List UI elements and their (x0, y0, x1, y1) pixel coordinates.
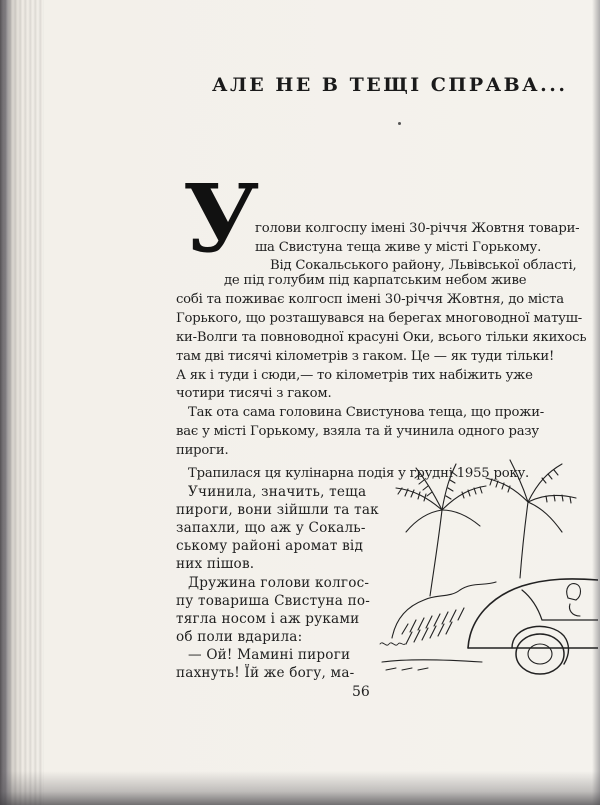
text-line: чотири тисячі з гаком. (176, 386, 332, 401)
text-line: Дружина голови колгос- (188, 575, 370, 591)
text-line: пахнуть! Їй же богу, ма- (176, 665, 355, 681)
palm-trunk-right (520, 502, 528, 578)
text-line: Учинила, значить, теща (188, 484, 367, 500)
text-line: Так ота сама головина Свистунова теща, що прожи- (188, 405, 545, 420)
text-line: А як і туди і сюди,— то кілометрів тих набіжить уже (176, 368, 533, 383)
palm-trunk-left (430, 510, 442, 596)
text-line: пироги. (176, 443, 229, 458)
artist-signature (380, 643, 405, 645)
text-line: — Ой! Мамині пироги (188, 647, 351, 663)
text-line: Трапилася ця кулінарна подія у грудні 1955 року. (188, 466, 530, 481)
car-wheel (516, 634, 564, 674)
text-line: запахли, що аж у Сокаль- (176, 520, 366, 536)
car-roof (468, 579, 598, 648)
text-line: об поли вдарила: (176, 629, 303, 645)
text-line: Горького, що розташувався на берегах многоводної матуш- (176, 311, 583, 326)
scan-bottom-shadow (0, 771, 600, 805)
text-line: там дві тисячі кілометрів з гаком. Це — як туди тільки! (176, 349, 555, 364)
text-line: собі та поживає колгосп імені 30-річчя Жовтня, до міста (176, 292, 564, 307)
ink-speck (398, 122, 401, 125)
scan-edge-shadow (592, 0, 600, 805)
text-line: голови колгоспу імені 30-річчя Жовтня товари- (255, 221, 580, 236)
text-line: ському районі аромат від (176, 538, 364, 554)
text-line: тягла носом і аж руками (176, 611, 360, 627)
text-line: ша Свистуна теща живе у місті Горькому. (255, 240, 542, 255)
drop-cap: У (183, 164, 260, 274)
chapter-title: АЛЕ НЕ В ТЕЩІ СПРАВА... (212, 74, 568, 96)
text-line: пироги, вони зійшли та так (176, 502, 379, 518)
text-line: Від Сокальського району, Львівської області, (270, 258, 577, 273)
text-line: пу товариша Свистуна по- (176, 593, 371, 609)
text-line: них пішов. (176, 556, 255, 572)
text-line: ки-Волги та повноводної красуні Оки, всього тільки якихось (176, 330, 587, 345)
page-stack-edge (0, 0, 44, 805)
text-line: де під голубим під карпатським небом живе (224, 273, 527, 288)
text-line: ває у місті Горькому, взяла та й учинила одного разу (176, 424, 539, 439)
page-number: 56 (352, 684, 370, 700)
palm-car-illustration (372, 448, 598, 680)
